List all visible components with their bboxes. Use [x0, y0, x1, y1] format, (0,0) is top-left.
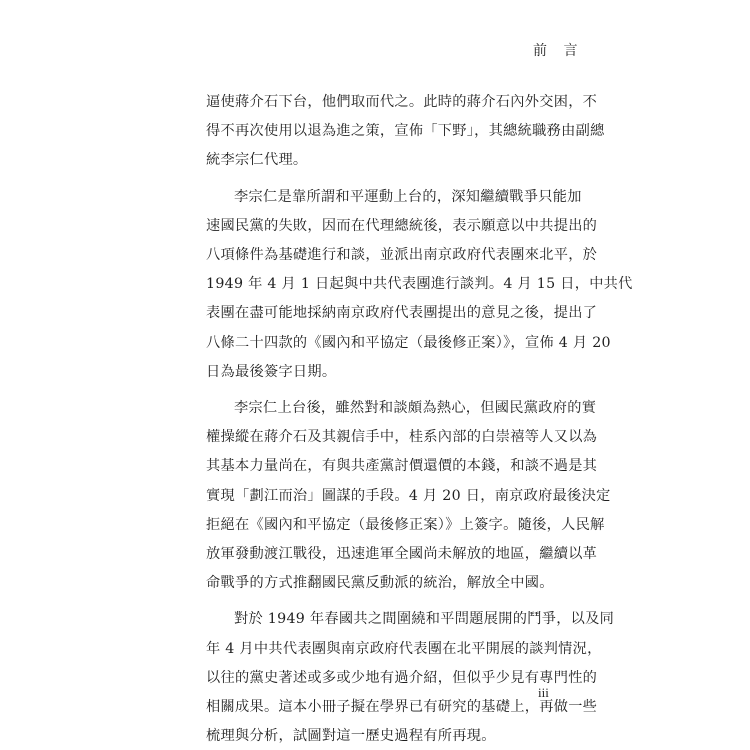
text-line: 拒絕在《國內和平協定（最後修正案）》上簽字。隨後，人民解 — [206, 516, 605, 533]
paragraph-4 — [206, 605, 615, 750]
text-line: 相關成果。這本小冊子擬在學界已有研究的基礎上，再做一些 — [206, 699, 598, 716]
text-line: 1949 年 4 月 1 日起與中共代表團進行談判。4 月 15 日，中共代 — [206, 276, 633, 293]
paragraph-3 — [206, 394, 611, 598]
text-line: 八項條件為基礎進行和談，並派出南京政府代表團來北平，於 — [206, 247, 598, 264]
text-line: 對於 1949 年春國共之間圍繞和平問題展開的鬥爭，以及同 — [234, 611, 615, 628]
paragraph-1 — [206, 88, 605, 176]
text-line: 日為最後簽字日期。 — [206, 363, 337, 380]
text-line: 得不再次使用以退為進之策，宣佈「下野」，其總統職務由副總 — [206, 123, 605, 140]
text-line: 其基本力量尚在，有與共產黨討價還價的本錢，和談不過是其 — [206, 458, 598, 475]
text-line: 放軍發動渡江戰役，迅速進軍全國尚未解放的地區，繼續以革 — [206, 546, 598, 563]
text-line: 八條二十四款的《國內和平協定（最後修正案）》，宣佈 4 月 20 — [206, 334, 611, 351]
body-text — [206, 88, 633, 750]
text-line: 李宗仁是靠所謂和平運動上台的，深知繼續戰爭只能加 — [234, 188, 582, 205]
text-line: 年 4 月中共代表團與南京政府代表團在北平開展的談判情況， — [206, 640, 602, 657]
text-line: 實現「劃江而治」圖謀的手段。4 月 20 日，南京政府最後決定 — [206, 487, 611, 504]
running-header: 前 言 — [533, 43, 584, 59]
text-line: 以往的黨史著述或多或少地有過介紹，但似乎少見有專門性的 — [206, 669, 598, 686]
text-line: 權操縱在蔣介石及其親信手中，桂系內部的白崇禧等人又以為 — [206, 429, 598, 446]
text-line: 統李宗仁代理。 — [206, 152, 308, 169]
text-line: 速國民黨的失敗，因而在代理總統後，表示願意以中共提出的 — [206, 217, 598, 234]
paragraph-2 — [206, 183, 633, 387]
text-line: 表團在盡可能地採納南京政府代表團提出的意見之後，提出了 — [206, 305, 598, 322]
text-line: 逼使蔣介石下台，他們取而代之。此時的蔣介石內外交困，不 — [206, 94, 598, 110]
text-line: 命戰爭的方式推翻國民黨反動派的統治，解放全中國。 — [206, 575, 554, 592]
text-line: 梳理與分析，試圖對這一歷史過程有所再現。 — [206, 728, 496, 745]
page-number: iii — [538, 685, 549, 700]
text-line: 李宗仁上台後，雖然對和談頗為熱心，但國民黨政府的實 — [234, 400, 597, 417]
